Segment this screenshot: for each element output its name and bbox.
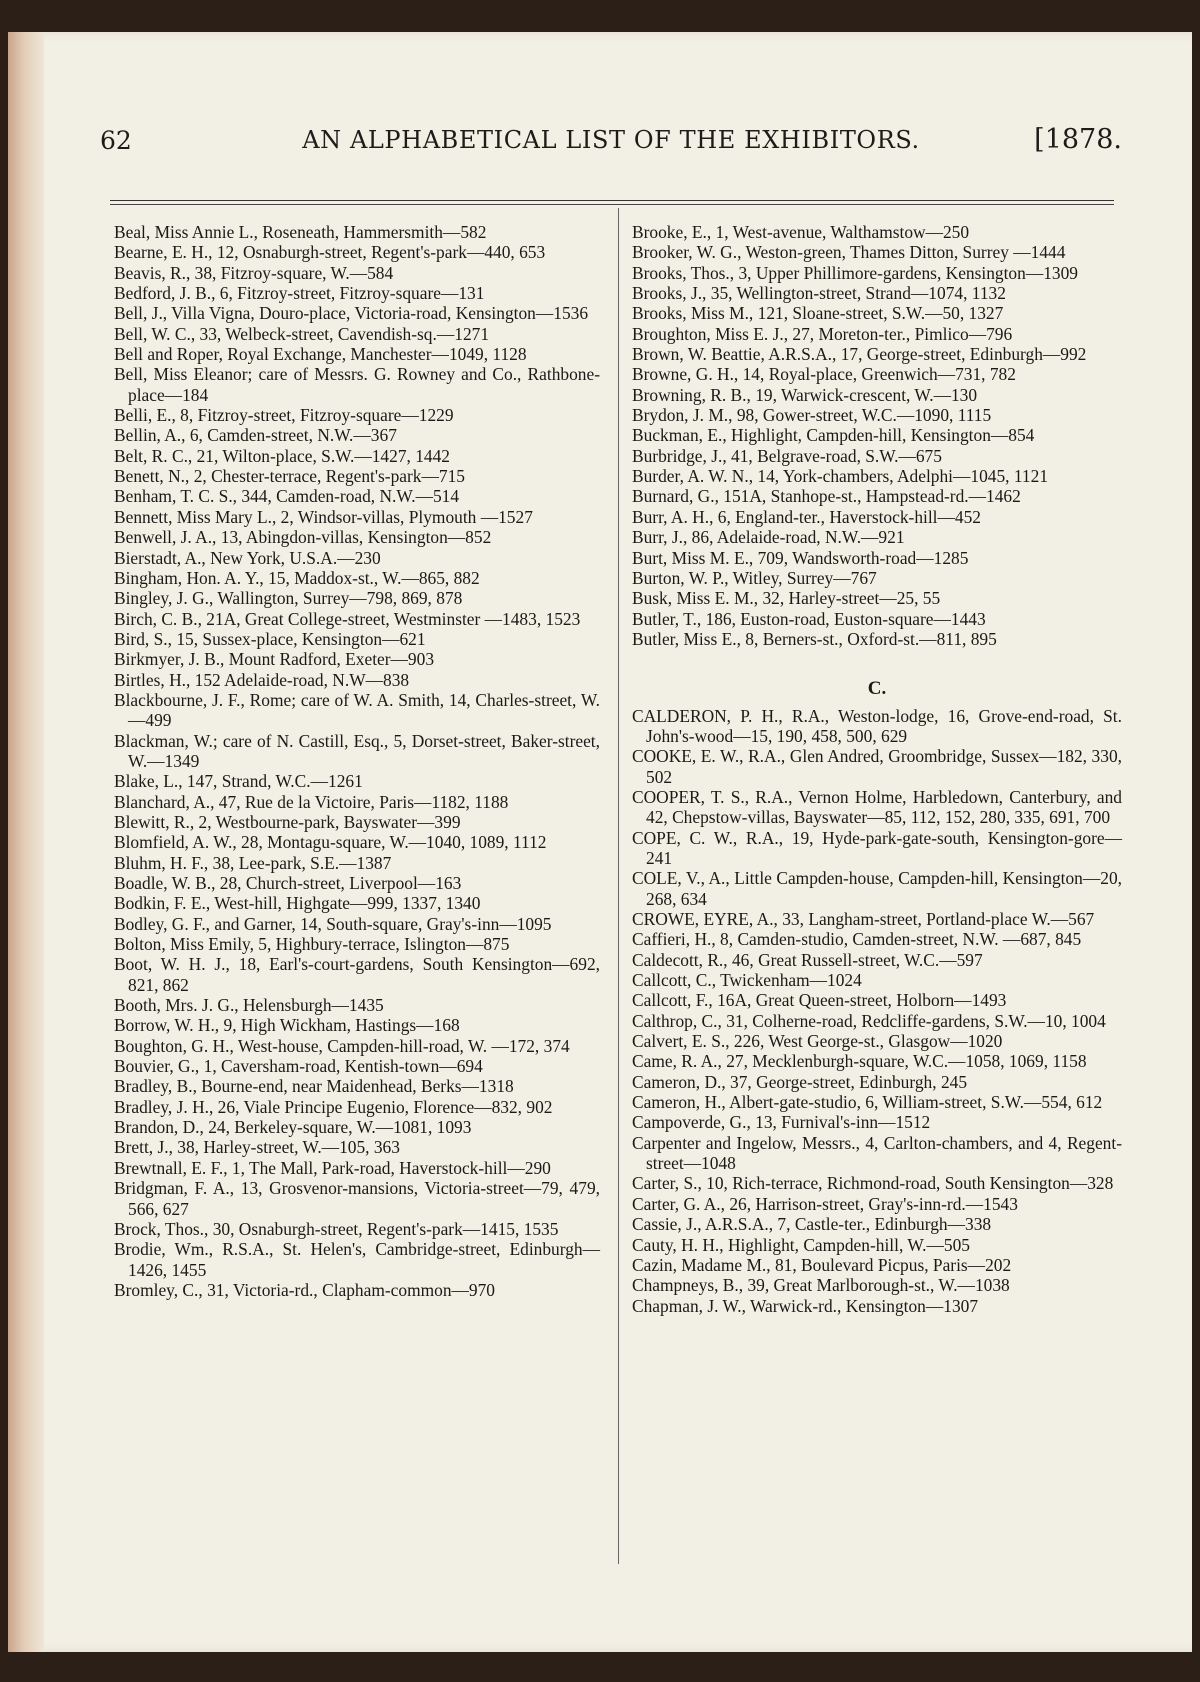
exhibitor-entry: Chapman, J. W., Warwick-rd., Kensington—1307 (632, 1295, 979, 1316)
exhibitor-entry: Brooks, Miss M., 121, Sloane-street, S.W.—50, 1327 (632, 303, 1004, 324)
exhibitor-entry: Bodley, G. F., and Garner, 14, South-square, Gray's-inn—1095 (114, 913, 552, 934)
exhibitor-entry: Birtles, H., 152 Adelaide-road, N.W—838 (114, 669, 410, 690)
exhibitor-entry: Bingley, J. G., Wallington, Surrey—798, 869, 878 (114, 588, 463, 609)
exhibitor-entry: Blake, L., 147, Strand, W.C.—1261 (114, 771, 363, 792)
page-number: 62 (100, 126, 132, 155)
exhibitor-entry: COOPER, T. S., R.A., Vernon Holme, Harbledown, Canterbury, and 42, Chepstow-villas, Bayswater—85, 112, 152, 280, 335, 691, 700 (632, 786, 1122, 828)
page-title: AN ALPHABETICAL LIST OF THE EXHIBITORS. (302, 126, 920, 154)
exhibitor-entry: Caffieri, H., 8, Camden-studio, Camden-street, N.W. —687, 845 (632, 929, 1082, 950)
exhibitor-entry: Bierstadt, A., New York, U.S.A.—230 (114, 547, 381, 568)
section-heading-c: C. (867, 678, 887, 700)
exhibitor-entry: Cazin, Madame M., 81, Boulevard Picpus, Paris—202 (632, 1254, 1012, 1275)
exhibitor-entry: Brooks, Thos., 3, Upper Phillimore-gardens, Kensington—1309 (632, 262, 1078, 283)
left-column (114, 222, 600, 1300)
exhibitor-entry: COLE, V., A., Little Campden-house, Campden-hill, Kensington—20, 268, 634 (632, 868, 1122, 909)
exhibitor-entry: Bell, W. C., 33, Welbeck-street, Cavendish-sq.—1271 (114, 323, 490, 344)
exhibitor-entry: Benham, T. C. S., 344, Camden-road, N.W.—514 (114, 486, 460, 507)
exhibitor-entry: Cassie, J., A.R.S.A., 7, Castle-ter., Edinburgh—338 (632, 1214, 992, 1235)
exhibitor-entry: Bennett, Miss Mary L., 2, Windsor-villas, Plymouth —1527 (114, 506, 533, 527)
exhibitor-entry: Bluhm, H. F., 38, Lee-park, S.E.—1387 (114, 852, 392, 873)
exhibitor-entry: Beavis, R., 38, Fitzroy-square, W.—584 (114, 262, 394, 283)
exhibitor-entry: Belt, R. C., 21, Wilton-place, S.W.—1427, 1442 (114, 445, 450, 466)
right-column (632, 222, 1122, 1316)
exhibitor-entry: Brewtnall, E. F., 1, The Mall, Park-road, Haverstock-hill—290 (114, 1157, 551, 1178)
exhibitor-entry: Bird, S., 15, Sussex-place, Kensington—621 (114, 628, 426, 649)
column-divider (618, 208, 619, 1564)
exhibitor-entry: Blomfield, A. W., 28, Montagu-square, W.—1040, 1089, 1112 (114, 832, 547, 853)
exhibitor-entry: Callcott, F., 16A, Great Queen-street, Holborn—1493 (632, 990, 1007, 1011)
exhibitor-entry: Cauty, H. H., Highlight, Campden-hill, W.—505 (632, 1234, 970, 1255)
exhibitor-entry: Broughton, Miss E. J., 27, Moreton-ter., Pimlico—796 (632, 323, 1013, 344)
exhibitor-entry: Brandon, D., 24, Berkeley-square, W.—1081, 1093 (114, 1117, 472, 1138)
exhibitor-entry: Burr, A. H., 6, England-ter., Haverstock-hill—452 (632, 506, 981, 527)
exhibitor-entry: Blewitt, R., 2, Westbourne-park, Bayswater—399 (114, 811, 461, 832)
exhibitor-entry: Blackman, W.; care of N. Castill, Esq., 5, Dorset-street, Baker-street, W.—1349 (114, 730, 600, 771)
page-header (100, 120, 1122, 164)
exhibitor-entry: Brooke, E., 1, West-avenue, Walthamstow—250 (632, 222, 970, 242)
exhibitor-entry: COOKE, E. W., R.A., Glen Andred, Groombridge, Sussex—182, 330, 502 (632, 746, 1122, 787)
page-gutter (8, 32, 44, 1652)
exhibitor-entry: Brydon, J. M., 98, Gower-street, W.C.—1090, 1115 (632, 405, 992, 426)
exhibitor-entry: Brodie, Wm., R.S.A., St. Helen's, Cambridge-street, Edinburgh—1426, 1455 (114, 1239, 600, 1280)
exhibitor-entry: Boot, W. H. J., 18, Earl's-court-gardens, South Kensington—692, 821, 862 (114, 954, 600, 995)
exhibitor-entry: Belli, E., 8, Fitzroy-street, Fitzroy-square—1229 (114, 405, 454, 426)
exhibitor-entry: Cameron, D., 37, George-street, Edinburgh, 245 (632, 1071, 968, 1092)
exhibitor-entry: Bell, J., Villa Vigna, Douro-place, Victoria-road, Kensington—1536 (114, 303, 589, 324)
exhibitor-entry: Brooker, W. G., Weston-green, Thames Ditton, Surrey —1444 (632, 242, 1066, 263)
exhibitor-entry: CROWE, EYRE, A., 33, Langham-street, Portland-place W.—567 (632, 909, 1095, 929)
header-rule-top (110, 200, 1114, 201)
exhibitor-entry: Buckman, E., Highlight, Campden-hill, Kensington—854 (632, 425, 1035, 446)
exhibitor-entry: Bridgman, F. A., 13, Grosvenor-mansions, Victoria-street—79, 479, 566, 627 (114, 1178, 600, 1219)
exhibitor-entry: Carter, S., 10, Rich-terrace, Richmond-road, South Kensington—328 (632, 1173, 1114, 1194)
exhibitor-entry: Borrow, W. H., 9, High Wickham, Hastings—168 (114, 1015, 460, 1036)
exhibitor-entry: Bedford, J. B., 6, Fitzroy-street, Fitzroy-square—131 (114, 283, 485, 304)
exhibitor-entry: Brown, W. Beattie, A.R.S.A., 17, George-street, Edinburgh—992 (632, 344, 1087, 365)
exhibitor-entry: Bradley, B., Bourne-end, near Maidenhead, Berks—1318 (114, 1076, 514, 1097)
book-page (8, 32, 1192, 1652)
exhibitor-entry: Browning, R. B., 19, Warwick-crescent, W.—130 (632, 384, 978, 405)
exhibitor-entry: Birkmyer, J. B., Mount Radford, Exeter—903 (114, 649, 435, 670)
exhibitor-entry: Burton, W. P., Witley, Surrey—767 (632, 567, 877, 588)
exhibitor-entry: Birch, C. B., 21A, Great College-street, Westminster —1483, 1523 (114, 608, 581, 629)
exhibitor-entry: Carter, G. A., 26, Harrison-street, Gray's-inn-rd.—1543 (632, 1193, 1018, 1214)
exhibitor-entry: Booth, Mrs. J. G., Helensburgh—1435 (114, 995, 384, 1016)
exhibitor-entry: Burder, A. W. N., 14, York-chambers, Adelphi—1045, 1121 (632, 466, 1049, 487)
exhibitor-entry: Bouvier, G., 1, Caversham-road, Kentish-town—694 (114, 1056, 483, 1077)
exhibitor-entry: Burr, J., 86, Adelaide-road, N.W.—921 (632, 527, 905, 548)
exhibitor-entry: Burbridge, J., 41, Belgrave-road, S.W.—675 (632, 445, 942, 466)
exhibitor-entry: Boughton, G. H., West-house, Campden-hill-road, W. —172, 374 (114, 1035, 570, 1056)
exhibitor-entry: Bellin, A., 6, Camden-street, N.W.—367 (114, 425, 397, 446)
exhibitor-entry: Bell and Roper, Royal Exchange, Manchester—1049, 1128 (114, 344, 527, 365)
header-rule-bottom (110, 204, 1114, 205)
exhibitor-entry: Champneys, B., 39, Great Marlborough-st., W.—1038 (632, 1275, 1010, 1296)
exhibitor-entry: Bell, Miss Eleanor; care of Messrs. G. Rowney and Co., Rathbone-place—184 (114, 364, 600, 405)
exhibitor-entry: Blackbourne, J. F., Rome; care of W. A. Smith, 14, Charles-street, W.—499 (114, 689, 600, 731)
exhibitor-entry: Browne, G. H., 14, Royal-place, Greenwich—731, 782 (632, 364, 1016, 385)
exhibitor-entry: Boadle, W. B., 28, Church-street, Liverpool—163 (114, 873, 462, 893)
exhibitor-entry: Brett, J., 38, Harley-street, W.—105, 363 (114, 1137, 400, 1158)
exhibitor-entry: COPE, C. W., R.A., 19, Hyde-park-gate-south, Kensington-gore—241 (632, 827, 1122, 868)
exhibitor-entry: Bingham, Hon. A. Y., 15, Maddox-st., W.—865, 882 (114, 567, 480, 588)
exhibitor-entry: Blanchard, A., 47, Rue de la Victoire, Paris—1182, 1188 (114, 791, 509, 812)
exhibitor-entry: Bradley, J. H., 26, Viale Principe Eugenio, Florence—832, 902 (114, 1096, 553, 1117)
exhibitor-entry: Butler, T., 186, Euston-road, Euston-square—1443 (632, 608, 986, 629)
exhibitor-entry: Busk, Miss E. M., 32, Harley-street—25, 55 (632, 588, 941, 609)
exhibitor-entry: Benett, N., 2, Chester-terrace, Regent's-park—715 (114, 466, 465, 487)
exhibitor-entry: Bodkin, F. E., West-hill, Highgate—999, 1337, 1340 (114, 893, 481, 914)
exhibitor-entry: Bromley, C., 31, Victoria-rd., Clapham-common—970 (114, 1279, 496, 1300)
exhibitor-entry: Calthrop, C., 31, Colherne-road, Redcliffe-gardens, S.W.—10, 1004 (632, 1010, 1106, 1031)
exhibitor-entry: Came, R. A., 27, Mecklenburgh-square, W.C.—1058, 1069, 1158 (632, 1051, 1087, 1072)
exhibitor-entry: Bolton, Miss Emily, 5, Highbury-terrace, Islington—875 (114, 934, 510, 955)
page-year: [1878. (1034, 124, 1122, 155)
c-entries (632, 706, 1122, 1316)
exhibitor-entry: Callcott, C., Twickenham—1024 (632, 970, 862, 991)
exhibitor-entry: Caldecott, R., 46, Great Russell-street, W.C.—597 (632, 949, 983, 970)
exhibitor-entry: Beal, Miss Annie L., Roseneath, Hammersmith—582 (114, 222, 487, 242)
exhibitor-entry: Calvert, E. S., 226, West George-st., Glasgow—1020 (632, 1031, 1003, 1052)
b-entries (632, 222, 1122, 649)
exhibitor-entry: Benwell, J. A., 13, Abingdon-villas, Kensington—852 (114, 527, 492, 548)
exhibitor-entry: Brooks, J., 35, Wellington-street, Strand—1074, 1132 (632, 283, 1006, 304)
exhibitor-entry: Carpenter and Ingelow, Messrs., 4, Carlton-chambers, and 4, Regent-street—1048 (632, 1132, 1122, 1174)
exhibitor-entry: Burt, Miss M. E., 709, Wandsworth-road—1285 (632, 547, 969, 568)
exhibitor-entry: Burnard, G., 151A, Stanhope-st., Hampstead-rd.—1462 (632, 486, 1021, 507)
exhibitor-entry: Bearne, E. H., 12, Osnaburgh-street, Regent's-park—440, 653 (114, 242, 546, 263)
exhibitor-entry: Butler, Miss E., 8, Berners-st., Oxford-st.—811, 895 (632, 628, 997, 649)
exhibitor-entry: CALDERON, P. H., R.A., Weston-lodge, 16, Grove-end-road, St. John's-wood—15, 190, 458, 500, 629 (632, 705, 1122, 746)
exhibitor-entry: Cameron, H., Albert-gate-studio, 6, William-street, S.W.—554, 612 (632, 1092, 1103, 1113)
exhibitor-entry: Brock, Thos., 30, Osnaburgh-street, Regent's-park—1415, 1535 (114, 1218, 559, 1239)
exhibitor-entry: Campoverde, G., 13, Furnival's-inn—1512 (632, 1112, 931, 1133)
